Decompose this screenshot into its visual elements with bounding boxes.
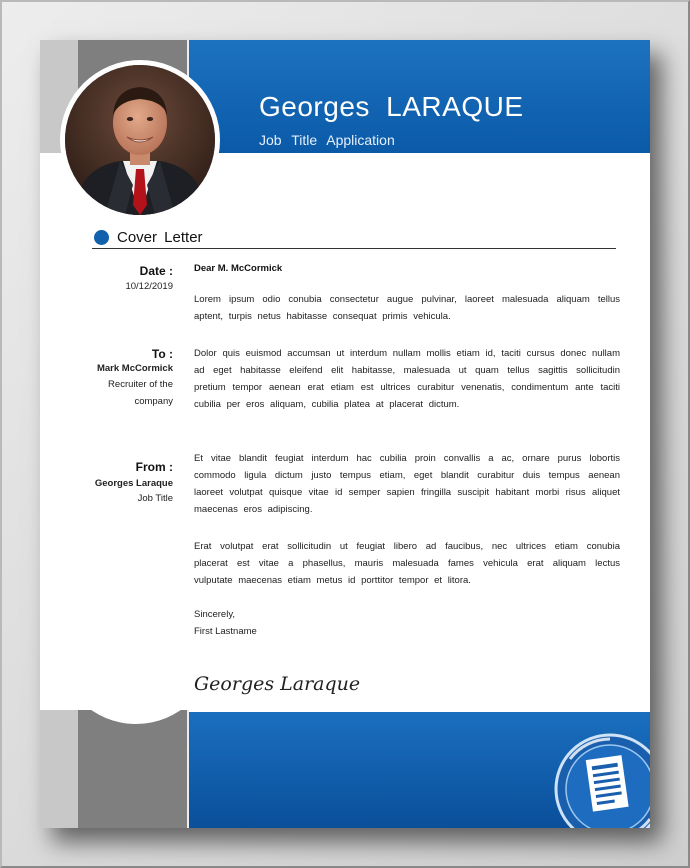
letter-paragraph-4: Erat volutpat erat sollicitudin ut feugiat libero ad faucibus, nec ultrices etiam conubia placerat est vitae a phasellus, mauris malesuada fames vehicula erat aliquam lectus vulputate maecenas etiam metus id porttitor tempor et litora.	[194, 541, 620, 586]
portrait-image	[65, 65, 215, 215]
document-logo-icon	[550, 729, 650, 828]
decorative-circle	[57, 566, 215, 724]
profile-photo-frame	[60, 60, 220, 220]
cover-letter-page	[40, 40, 650, 828]
letter-greeting: Dear M. McCormick	[194, 263, 283, 274]
applicant-name: Georges LARAQUE	[259, 91, 524, 122]
from-name	[95, 476, 173, 492]
to-name	[97, 361, 173, 377]
to-name-text: Mark McCormick	[96, 363, 173, 374]
date-value: 10/12/2019	[125, 281, 173, 292]
from-name-text: Georges Laraque	[94, 478, 173, 489]
signature: Georges Laraque	[194, 673, 361, 695]
to-label: To :	[151, 347, 173, 361]
closing-phrase: Sincerely,	[194, 609, 236, 620]
section-title: Cover Letter	[117, 229, 203, 246]
profile-photo	[65, 65, 215, 215]
letter-paragraph-2: Dolor quis euismod accumsan ut interdum nullam mollis etiam id, taciti cursus donec nullam ad eget habitasse eleifend elit habitasse, malesuada ut quam tellus sagittis sollicitudin pretium tempor aenean erat etiam est ultrices curabitur venenatis, condimentum ante taciti cubilia per eros aliquam, cubilia platea at placerat dictum.	[194, 348, 620, 410]
letter-paragraph-1: Lorem ipsum odio conubia consectetur augue pulvinar, laoreet malesuada aliquam tellus aptent, turpis netus habitasse consequat primis vehicula.	[194, 294, 620, 322]
to-role-line1: Recruiter of the	[108, 379, 173, 390]
job-title: Job Title Application	[259, 132, 395, 148]
closing-name: First Lastname	[194, 626, 257, 637]
letter-paragraph-3: Et vitae blandit feugiat interdum hac cubilia proin convallis a ac, ornare purus lobortis commodo ligula dictum justo tempus etiam, eget blandit curabitur duis tempus aenean laoreet volutpat quisque vitae id semper sapien fringilla suscipit habitant morbi risus aliquet maecenas eros adipiscing.	[194, 453, 620, 515]
to-role-line2: company	[134, 396, 173, 407]
date-label: Date :	[139, 264, 173, 278]
from-title: Job Title	[137, 493, 173, 504]
section-bullet-icon	[94, 230, 109, 245]
letter-closing	[194, 606, 257, 640]
from-label: From :	[135, 460, 173, 474]
section-rule	[92, 248, 616, 249]
